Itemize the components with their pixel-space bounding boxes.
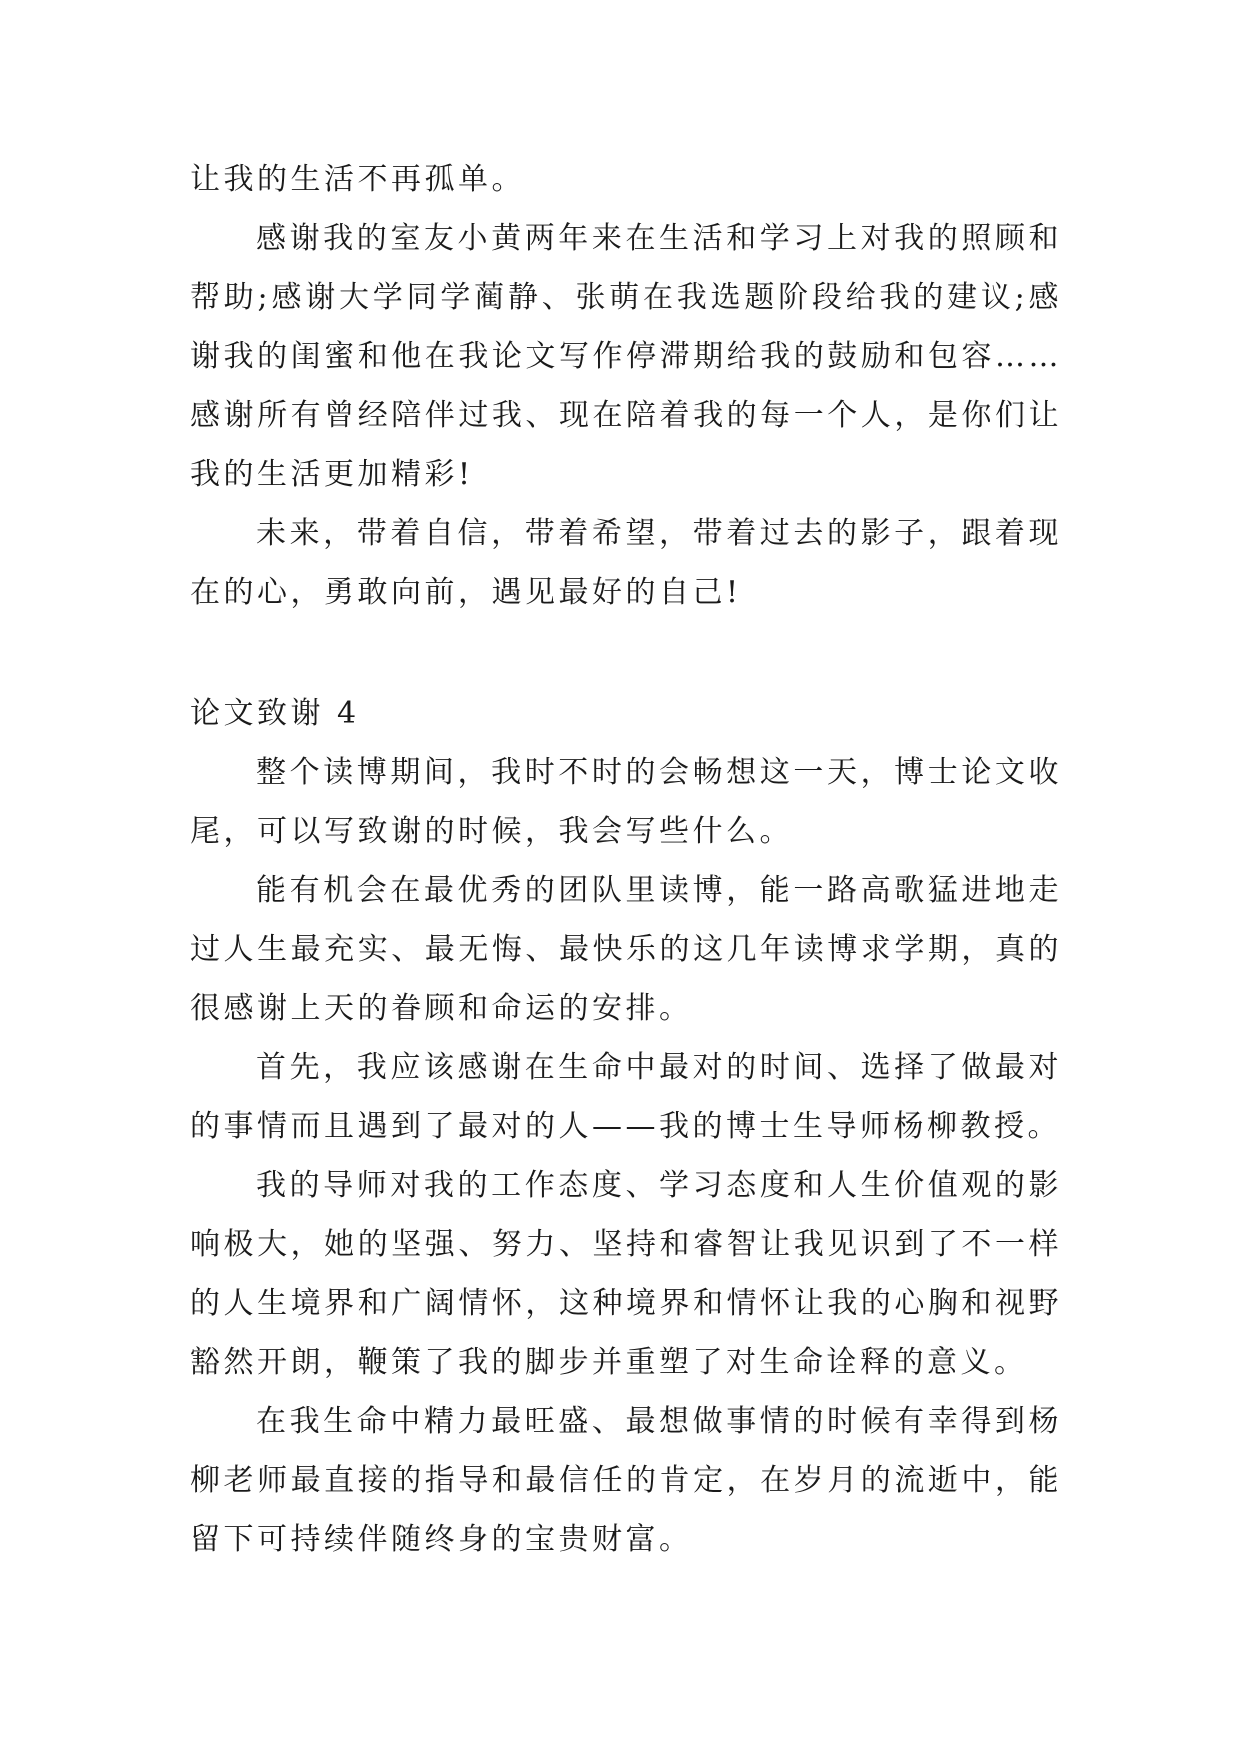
section-title: 论文致谢 4: [190, 696, 360, 731]
paragraph-phd-period: 整个读博期间，我时不时的会畅想这一天，博士论文收尾，可以写致谢的时候，我会写些什么。: [190, 755, 1062, 849]
section-gap: [190, 622, 1062, 684]
paragraph-advisor-intro: 首先，我应该感谢在生命中最对的时间、选择了做最对的事情而且遇到了最对的人——我的博士生导师杨柳教授。: [190, 1050, 1062, 1144]
paragraph-thanks-friends: 感谢我的室友小黄两年来在生活和学习上对我的照顾和帮助;感谢大学同学蔺静、张萌在我选题阶段给我的建议;感谢我的闺蜜和他在我论文写作停滞期给我的鼓励和包容……感谢所有曾经陪伴过我、现在陪着我的每一个人，是你们让我的生活更加精彩!: [190, 221, 1062, 492]
paragraph-future: 未来，带着自信，带着希望，带着过去的影子，跟着现在的心，勇敢向前，遇见最好的自己!: [190, 516, 1062, 610]
paragraph-continuation: 让我的生活不再孤单。: [190, 162, 525, 197]
paragraph-guidance: 在我生命中精力最旺盛、最想做事情的时候有幸得到杨柳老师最直接的指导和最信任的肯定，在岁月的流逝中，能留下可持续伴随终身的宝贵财富。: [190, 1404, 1062, 1557]
document-page: [190, 150, 1062, 1569]
paragraph-advisor-influence: 我的导师对我的工作态度、学习态度和人生价值观的影响极大，她的坚强、努力、坚持和睿智让我见识到了不一样的人生境界和广阔情怀，这种境界和情怀让我的心胸和视野豁然开朗，鞭策了我的脚步并重塑了对生命诠释的意义。: [190, 1168, 1062, 1380]
paragraph-opportunity: 能有机会在最优秀的团队里读博，能一路高歌猛进地走过人生最充实、最无悔、最快乐的这几年读博求学期，真的很感谢上天的眷顾和命运的安排。: [190, 873, 1062, 1026]
